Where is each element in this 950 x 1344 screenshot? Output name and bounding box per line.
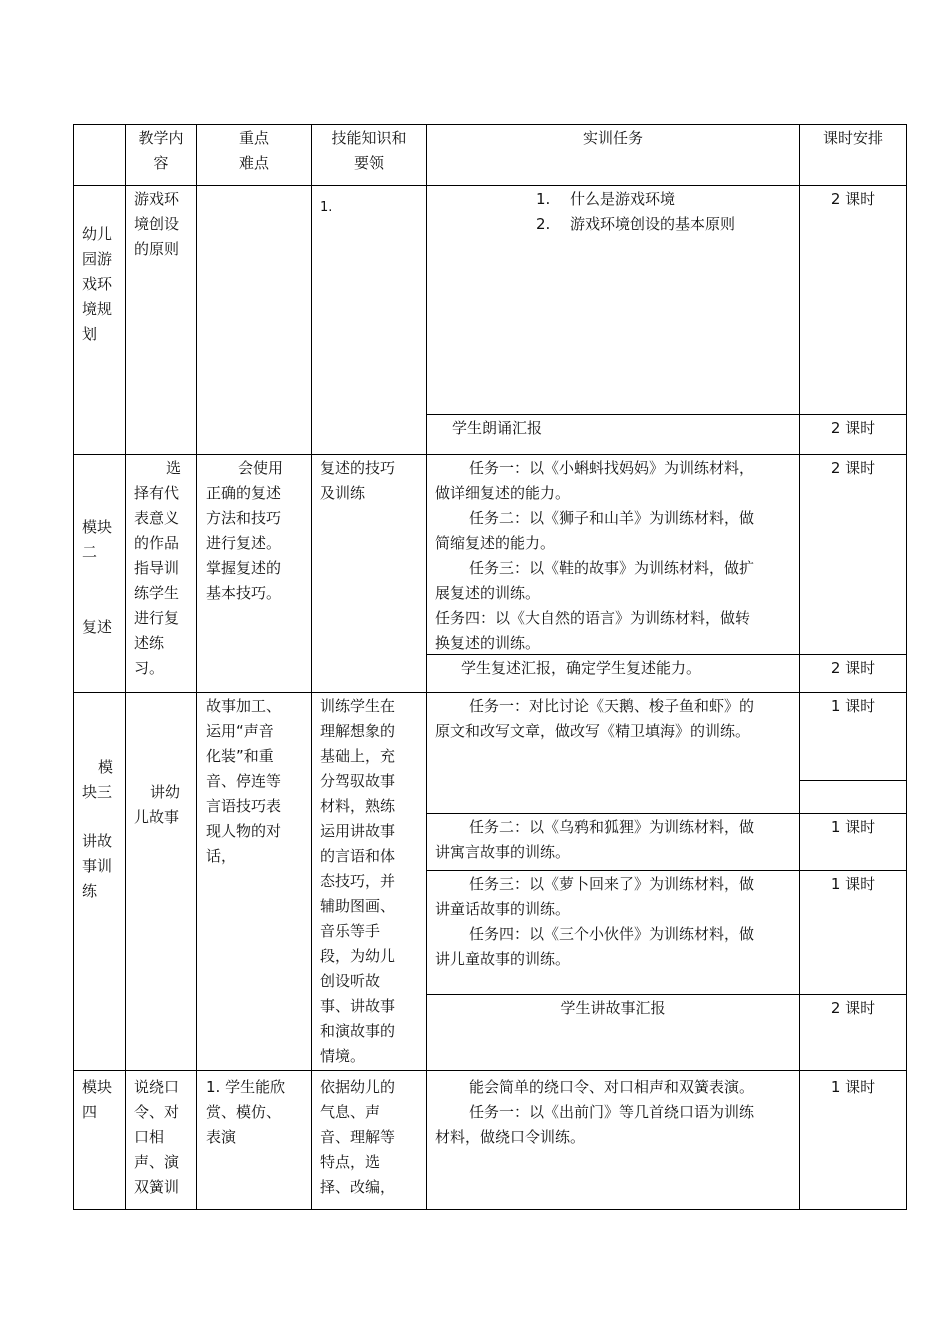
m3-keypoints-line: 话， [206,847,237,865]
m2-task-line: 任务一：以《小蝌蚪找妈妈》为训练材料， [469,459,755,477]
m1-task-num: 2. [536,215,551,233]
m4-module [82,1075,112,1125]
m2-skills [320,456,395,506]
m4-skills-line: 依据幼儿的 [320,1078,396,1096]
m2-tasks [435,456,754,656]
m3-hours-2: 1 课时 [830,818,876,836]
m1-content-line: 境创设 [134,215,180,233]
m2-content-line: 练学生 [134,584,180,602]
m4-task-line: 任务一：以《出前门》等几首绕口语为训练 [469,1103,755,1121]
header-content-line: 教学内 [138,129,184,147]
m3-keypoints-line: 故事加工、 [206,697,282,715]
m2-task-line: 任务三：以《鞋的故事》为训练材料，做扩 [469,559,755,577]
m3-keypoints-line: 现人物的对 [206,822,282,840]
m2-task-line: 换复述的训练。 [435,634,541,652]
m2-keypoints-line: 掌握复述的 [206,559,282,577]
m2-module-line: 二 [82,543,98,561]
m2-task-line: 展复述的训练。 [435,584,541,602]
m2-task-line: 做详细复述的能力。 [435,484,571,502]
m3-content [134,780,180,830]
m3-hours-4: 2 课时 [830,999,876,1017]
m3-skills-line: 理解想象的 [320,722,396,740]
m3-module-line: 模 [98,758,114,776]
m4-keypoints-line: 表演 [206,1128,237,1146]
m3-skills-line: 材料，熟练 [320,797,396,815]
m3-module-line: 练 [82,882,98,900]
m3-skills [320,694,395,1069]
m3-skills-line: 的言语和体 [320,847,396,865]
m2-keypoints-line: 会使用 [238,459,284,477]
m4-skills-line: 音、理解等 [320,1128,396,1146]
m2-keypoints [206,456,283,606]
m1-task-item [536,187,735,212]
header-keypoints-line: 重点 [238,129,269,147]
m3-skills-line: 辅助图画、 [320,897,396,915]
m3-task-line: 讲儿童故事的训练。 [435,950,571,968]
m2-content-line: 指导训 [134,559,180,577]
header-content-line: 容 [153,154,169,172]
m3-task-line: 讲童话故事的训练。 [435,900,571,918]
m4-skills-line: 择、改编， [320,1178,396,1196]
m3-task-line: 任务三：以《萝卜回来了》为训练材料，做 [469,875,755,893]
m4-content-line: 口相 [134,1128,165,1146]
m4-skills [320,1075,395,1200]
m4-keypoints [206,1075,285,1150]
m2-content-line: 表意义 [134,509,180,527]
m3-keypoints-line: 言语技巧表 [206,797,282,815]
m1-module-line: 园游 [82,250,113,268]
m4-skills-line: 气息、声 [320,1103,381,1121]
m2-module-a [82,515,112,565]
m1-content-line: 游戏环 [134,190,180,208]
m3-task-line: 任务一：对比讨论《天鹅、梭子鱼和虾》的 [469,697,755,715]
m1-content-line: 的原则 [134,240,180,258]
m2-content-line: 习。 [134,659,165,677]
m1-task-item [536,212,735,237]
m4-content-line: 声、演 [134,1153,180,1171]
m4-hours: 1 课时 [830,1078,876,1096]
m4-tasks [435,1075,754,1150]
header-skills-line: 技能知识和 [331,129,407,147]
m2-task-line: 任务二：以《狮子和山羊》为训练材料，做 [469,509,755,527]
m3-task-line: 任务二：以《乌鸦和狐狸》为训练材料，做 [469,818,755,836]
m3-report: 学生讲故事汇报 [560,999,666,1017]
m3-task-1 [435,694,754,744]
m3-skills-line: 事、讲故事 [320,997,396,1015]
m1-module-line: 划 [82,325,98,343]
m3-task-line: 原文和改写文章，做改写《精卫填海》的训练。 [435,722,751,740]
m3-module-line: 块三 [82,783,113,801]
m4-keypoints-line: 赏、模仿、 [206,1103,282,1121]
m1-hours-2: 2 课时 [830,419,876,437]
m1-task-num: 1. [536,190,551,208]
m3-skills-line: 段，为幼儿 [320,947,396,965]
m2-module-b: 复述 [82,618,113,636]
m3-module-line: 讲故 [82,832,113,850]
m1-skills: 1. [320,200,333,215]
m1-report: 学生朗诵汇报 [452,419,543,437]
m4-module-line: 模块 [82,1078,113,1096]
m1-task-text: 游戏环境创设的基本原则 [570,215,736,233]
m2-hours-1: 2 课时 [830,459,876,477]
m2-skills-line: 及训练 [320,484,366,502]
m2-content-line: 的作品 [134,534,180,552]
m3-task-3 [435,872,754,972]
m3-skills-line: 情境。 [320,1047,366,1065]
m3-keypoints-line: 运用“声音 [206,722,274,740]
m2-content [134,456,181,681]
m4-skills-line: 特点，选 [320,1153,381,1171]
m3-content-line: 讲幼 [150,783,181,801]
m3-module-a [82,755,113,805]
header-tasks: 实训任务 [582,129,643,147]
m1-module-line: 境规 [82,300,113,318]
m2-keypoints-line: 基本技巧。 [206,584,282,602]
m1-module-line: 幼儿 [82,225,113,243]
m2-skills-line: 复述的技巧 [320,459,396,477]
m3-skills-line: 和演故事的 [320,1022,396,1040]
header-hours: 课时安排 [822,129,883,147]
m2-module-line: 模块 [82,518,113,536]
m2-keypoints-line: 方法和技巧 [206,509,282,527]
m2-task-line: 任务四：以《大自然的语言》为训练材料，做转 [435,609,751,627]
m4-content [134,1075,179,1200]
m1-hours-1: 2 课时 [830,190,876,208]
m2-keypoints-line: 正确的复述 [206,484,282,502]
m4-content-line: 说绕口 [134,1078,180,1096]
m1-task-text: 什么是游戏环境 [570,190,676,208]
m3-skills-line: 训练学生在 [320,697,396,715]
header-content [126,126,196,176]
m1-module-line: 戏环 [82,275,113,293]
m3-keypoints-line: 音、停连等 [206,772,282,790]
m4-task-line: 能会简单的绕口令、对口相声和双簧表演。 [469,1078,755,1096]
header-skills-line: 要领 [353,154,384,172]
m4-module-line: 四 [82,1103,98,1121]
m3-skills-line: 创设听故 [320,972,381,990]
m1-module [82,222,112,347]
header-keypoints-line: 难点 [238,154,269,172]
m3-skills-line: 态技巧，并 [320,872,396,890]
m3-content-line: 儿故事 [134,808,180,826]
m2-hours-2: 2 课时 [830,659,876,677]
m2-keypoints-line: 进行复述。 [206,534,282,552]
m2-report: 学生复述汇报，确定学生复述能力。 [461,659,702,677]
m4-content-line: 双簧训 [134,1178,180,1196]
m3-keypoints [206,694,281,869]
header-keypoints [197,126,311,176]
m4-keypoints-line: 1. 学生能欣 [206,1078,286,1096]
m2-task-line: 简缩复述的能力。 [435,534,556,552]
m3-keypoints-line: 化装”和重 [206,747,274,765]
m2-content-line: 进行复 [134,609,180,627]
m3-task-line: 任务四：以《三个小伙伴》为训练材料，做 [469,925,755,943]
m3-skills-line: 运用讲故事 [320,822,396,840]
m3-skills-line: 音乐等手 [320,922,381,940]
m3-hours-3: 1 课时 [830,875,876,893]
m2-content-line: 选 [166,459,182,477]
m1-task-list [536,187,735,237]
m3-module-line: 事训 [82,857,113,875]
m3-task-line: 讲寓言故事的训练。 [435,843,571,861]
m4-task-line: 材料，做绕口令训练。 [435,1128,586,1146]
m3-skills-line: 分驾驭故事 [320,772,396,790]
m3-module-b [82,829,112,904]
m4-content-line: 令、对 [134,1103,180,1121]
m3-task-2 [435,815,754,865]
m1-content [134,187,179,262]
m2-content-line: 述练 [134,634,165,652]
header-skills [312,126,426,176]
m3-skills-line: 基础上，充 [320,747,396,765]
m2-content-line: 择有代 [134,484,180,502]
m3-hours-1: 1 课时 [830,697,876,715]
